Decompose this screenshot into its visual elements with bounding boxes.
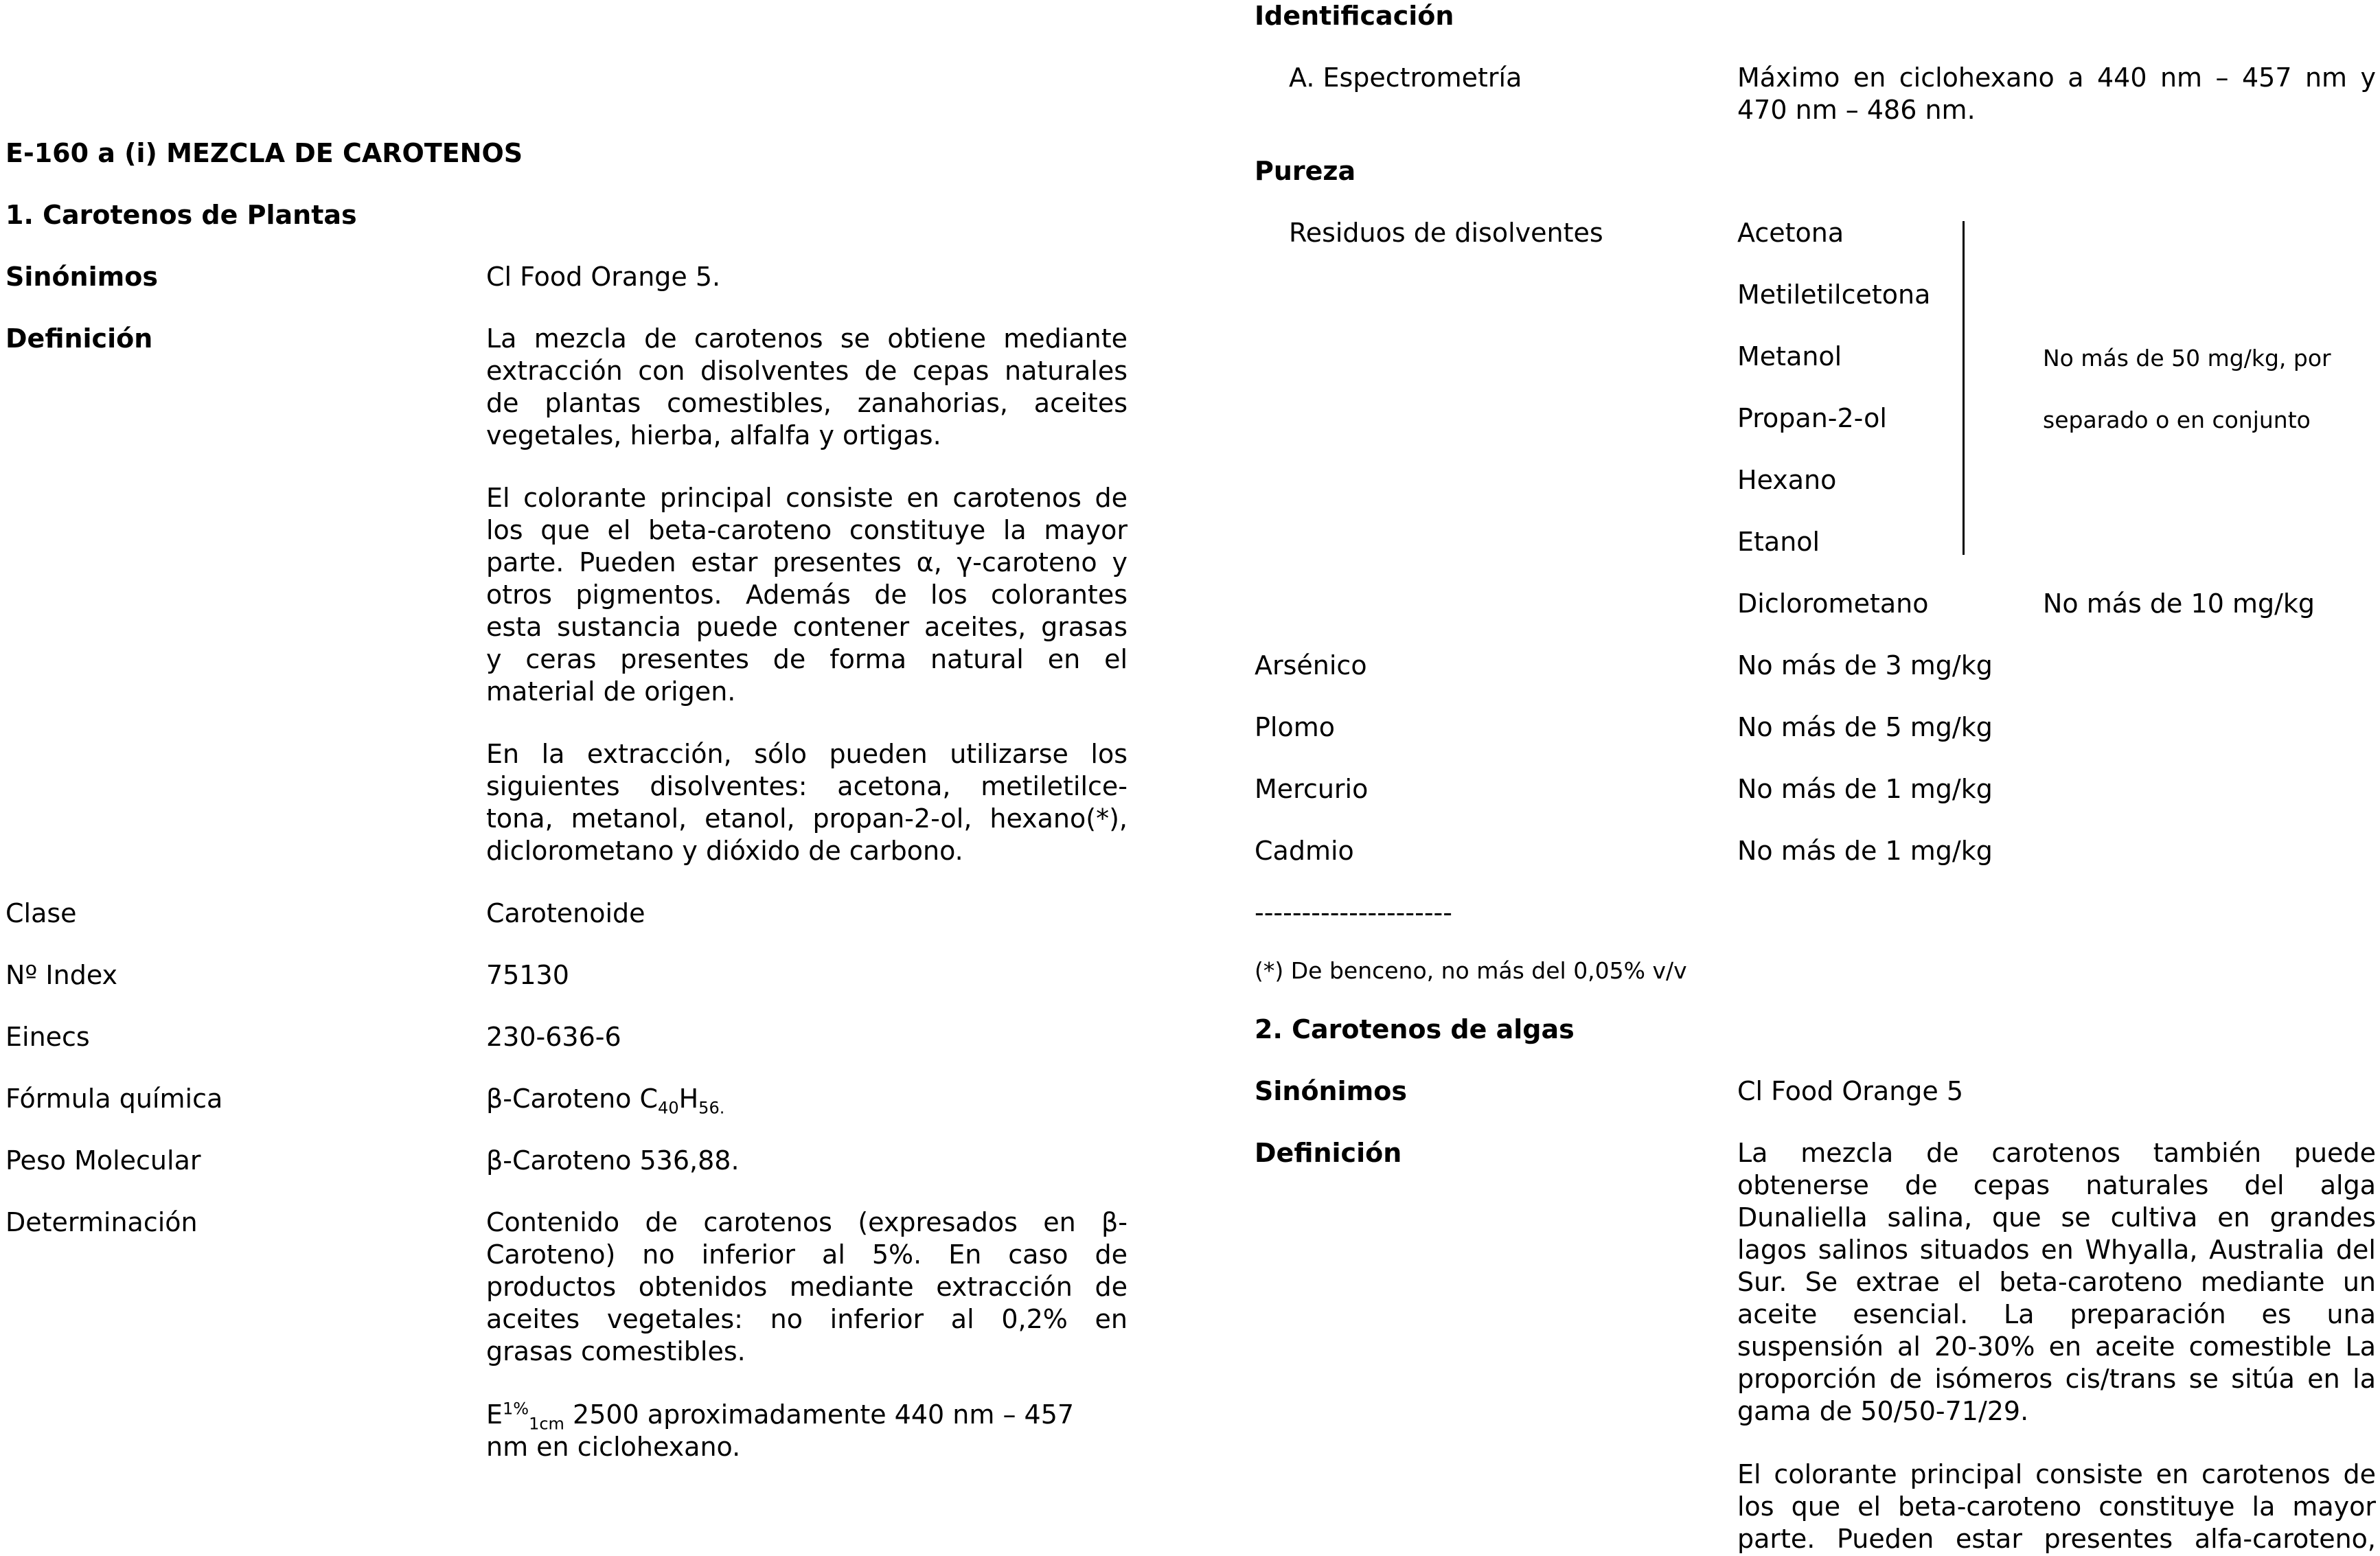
text-line: tona, metanol, etanol, propan-2-ol, hexano(*), <box>486 803 1128 834</box>
definicion2-label: Definición <box>1255 1138 1402 1168</box>
definicion2-paragraph-1 <box>1737 1137 2376 1428</box>
solvent-propanol: Propan-2-ol <box>1737 403 1887 433</box>
absorbance-line <box>486 1399 1128 1434</box>
text-line: y ceras presentes de forma natural en el <box>486 644 1128 674</box>
formula-hydrogen: H <box>678 1084 699 1114</box>
text-line: Contenido de carotenos (expresados en β- <box>486 1207 1128 1237</box>
determinacion-label: Determinación <box>5 1207 198 1237</box>
text-line: parte. Pueden estar presentes α, γ-caroteno y <box>486 547 1128 577</box>
solvent-metanol: Metanol <box>1737 341 1842 371</box>
definicion-label: Definición <box>5 323 153 354</box>
definicion-paragraph-2 <box>486 482 1128 708</box>
absorbance-sup: 1% <box>503 1399 529 1419</box>
cadmio-value: No más de 1 mg/kg <box>1737 836 1993 866</box>
text-line: vegetales, hierba, alfalfa y ortigas. <box>486 420 941 450</box>
section-heading-plantas: 1. Carotenos de Plantas <box>5 200 357 230</box>
text-line: Caroteno) no inferior al 5%. En caso de <box>486 1239 1128 1270</box>
mercurio-value: No más de 1 mg/kg <box>1737 774 1993 804</box>
peso-label: Peso Molecular <box>5 1145 201 1176</box>
pureza-heading: Pureza <box>1255 156 1356 186</box>
cadmio-label: Cadmio <box>1255 836 1354 866</box>
solvent-acetona: Acetona <box>1737 218 1844 248</box>
determinacion-paragraph <box>486 1206 1128 1368</box>
solvent-diclorometano: Diclorometano <box>1737 588 1929 619</box>
text-line: siguientes disolventes: acetona, metiletilce- <box>486 771 1128 801</box>
text-line: suspensión al 20-30% en aceite comestible La <box>1737 1331 2376 1362</box>
text-line: esta sustancia puede contener aceites, grasas <box>486 612 1128 642</box>
text-line: grasas comestibles. <box>486 1336 746 1366</box>
text-line: los que el beta-caroteno constituye la mayor <box>1737 1491 2376 1522</box>
clase-value: Carotenoide <box>486 898 645 928</box>
text-line: La mezcla de carotenos también puede <box>1737 1138 2376 1168</box>
absorbance-sub: 1cm <box>529 1414 564 1434</box>
text-line: otros pigmentos. Además de los colorantes <box>486 580 1128 610</box>
text-line: material de origen. <box>486 676 736 707</box>
text-line: obtenerse de cepas naturales del alga <box>1737 1170 2376 1200</box>
definicion2-paragraph-2 <box>1737 1458 2376 1555</box>
plomo-label: Plomo <box>1255 712 1335 742</box>
text-line: Dunaliella salina, que se cultiva en grandes <box>1737 1202 2376 1233</box>
formula-sub-carbon: 40 <box>658 1098 679 1118</box>
plomo-value: No más de 5 mg/kg <box>1737 712 1993 742</box>
absorbance-rest: 2500 aproximadamente 440 nm – 457 <box>564 1399 1075 1430</box>
text-line: productos obtenidos mediante extracción de <box>486 1272 1128 1302</box>
index-value: 75130 <box>486 960 569 990</box>
text-line: El colorante principal consiste en carotenos de <box>486 483 1128 513</box>
formula-sub-hydrogen: 56. <box>698 1098 725 1118</box>
identificacion-heading: Identificación <box>1255 1 1454 31</box>
einecs-value: 230-636-6 <box>486 1022 621 1052</box>
text-line: proporción de isómeros cis/trans se sitúa en la <box>1737 1364 2376 1394</box>
mercurio-label: Mercurio <box>1255 774 1369 804</box>
solvent-limit-line-2: separado o en conjunto <box>2043 407 2311 433</box>
text-line: lagos salinos situados en Whyalla, Australia del <box>1737 1235 2376 1265</box>
einecs-label: Einecs <box>5 1022 90 1052</box>
arsenico-label: Arsénico <box>1255 650 1367 680</box>
solvent-limit-line-1: No más de 50 mg/kg, por <box>2043 345 2331 371</box>
bracket-divider <box>1963 221 1965 555</box>
text-line: los que el beta-caroteno constituye la mayor <box>486 515 1128 545</box>
footnote: (*) De benceno, no más del 0,05% v/v <box>1255 957 1687 984</box>
solvent-hexano: Hexano <box>1737 465 1837 495</box>
text-line: diclorometano y dióxido de carbono. <box>486 836 963 866</box>
text-line: 470 nm – 486 nm. <box>1737 95 1976 125</box>
arsenico-value: No más de 3 mg/kg <box>1737 650 1993 680</box>
clase-label: Clase <box>5 898 77 928</box>
definicion-paragraph-3 <box>486 738 1128 867</box>
sinonimos2-value: Cl Food Orange 5 <box>1737 1076 1964 1106</box>
text-line: extracción con disolventes de cepas naturales <box>486 356 1128 386</box>
espectrometria-value <box>1737 62 2376 126</box>
text-line: aceites vegetales: no inferior al 0,2% en <box>486 1304 1128 1334</box>
diclorometano-limit: No más de 10 mg/kg <box>2043 588 2315 619</box>
espectrometria-label: A. Espectrometría <box>1289 62 1522 93</box>
text-line: La mezcla de carotenos se obtiene mediante <box>486 323 1128 354</box>
text-line: El colorante principal consiste en carotenos de <box>1737 1459 2376 1489</box>
text-line: de plantas comestibles, zanahorias, aceites <box>486 388 1128 418</box>
footnote-separator: --------------------- <box>1255 897 1452 928</box>
sinonimos2-label: Sinónimos <box>1255 1076 1407 1106</box>
absorbance-line-2: nm en ciclohexano. <box>486 1432 741 1462</box>
absorbance-e: E <box>486 1399 503 1430</box>
sinonimos-label: Sinónimos <box>5 262 158 292</box>
formula-value <box>486 1083 725 1118</box>
peso-value: β-Caroteno 536,88. <box>486 1145 740 1176</box>
formula-prefix: β-Caroteno C <box>486 1084 659 1114</box>
document-title: E-160 a (i) MEZCLA DE CAROTENOS <box>5 138 523 168</box>
formula-label: Fórmula química <box>5 1084 223 1114</box>
text-line: gama de 50/50-71/29. <box>1737 1396 2029 1426</box>
text-line: Máximo en ciclohexano a 440 nm – 457 nm y <box>1737 62 2376 93</box>
index-label: Nº Index <box>5 960 118 990</box>
text-line: aceite esencial. La preparación es una <box>1737 1299 2376 1329</box>
sinonimos-value: Cl Food Orange 5. <box>486 262 721 292</box>
text-line: parte. Pueden estar presentes alfa-caroteno, <box>1737 1524 2376 1554</box>
residuos-label: Residuos de disolventes <box>1289 218 1603 248</box>
text-line: Sur. Se extrae el beta-caroteno mediante un <box>1737 1267 2376 1297</box>
section-heading-algas: 2. Carotenos de algas <box>1255 1014 1575 1044</box>
solvent-etanol: Etanol <box>1737 527 1820 557</box>
solvent-metiletilcetona: Metiletilcetona <box>1737 279 1931 310</box>
text-line: En la extracción, sólo pueden utilizarse los <box>486 739 1128 769</box>
definicion-paragraph-1 <box>486 323 1128 452</box>
